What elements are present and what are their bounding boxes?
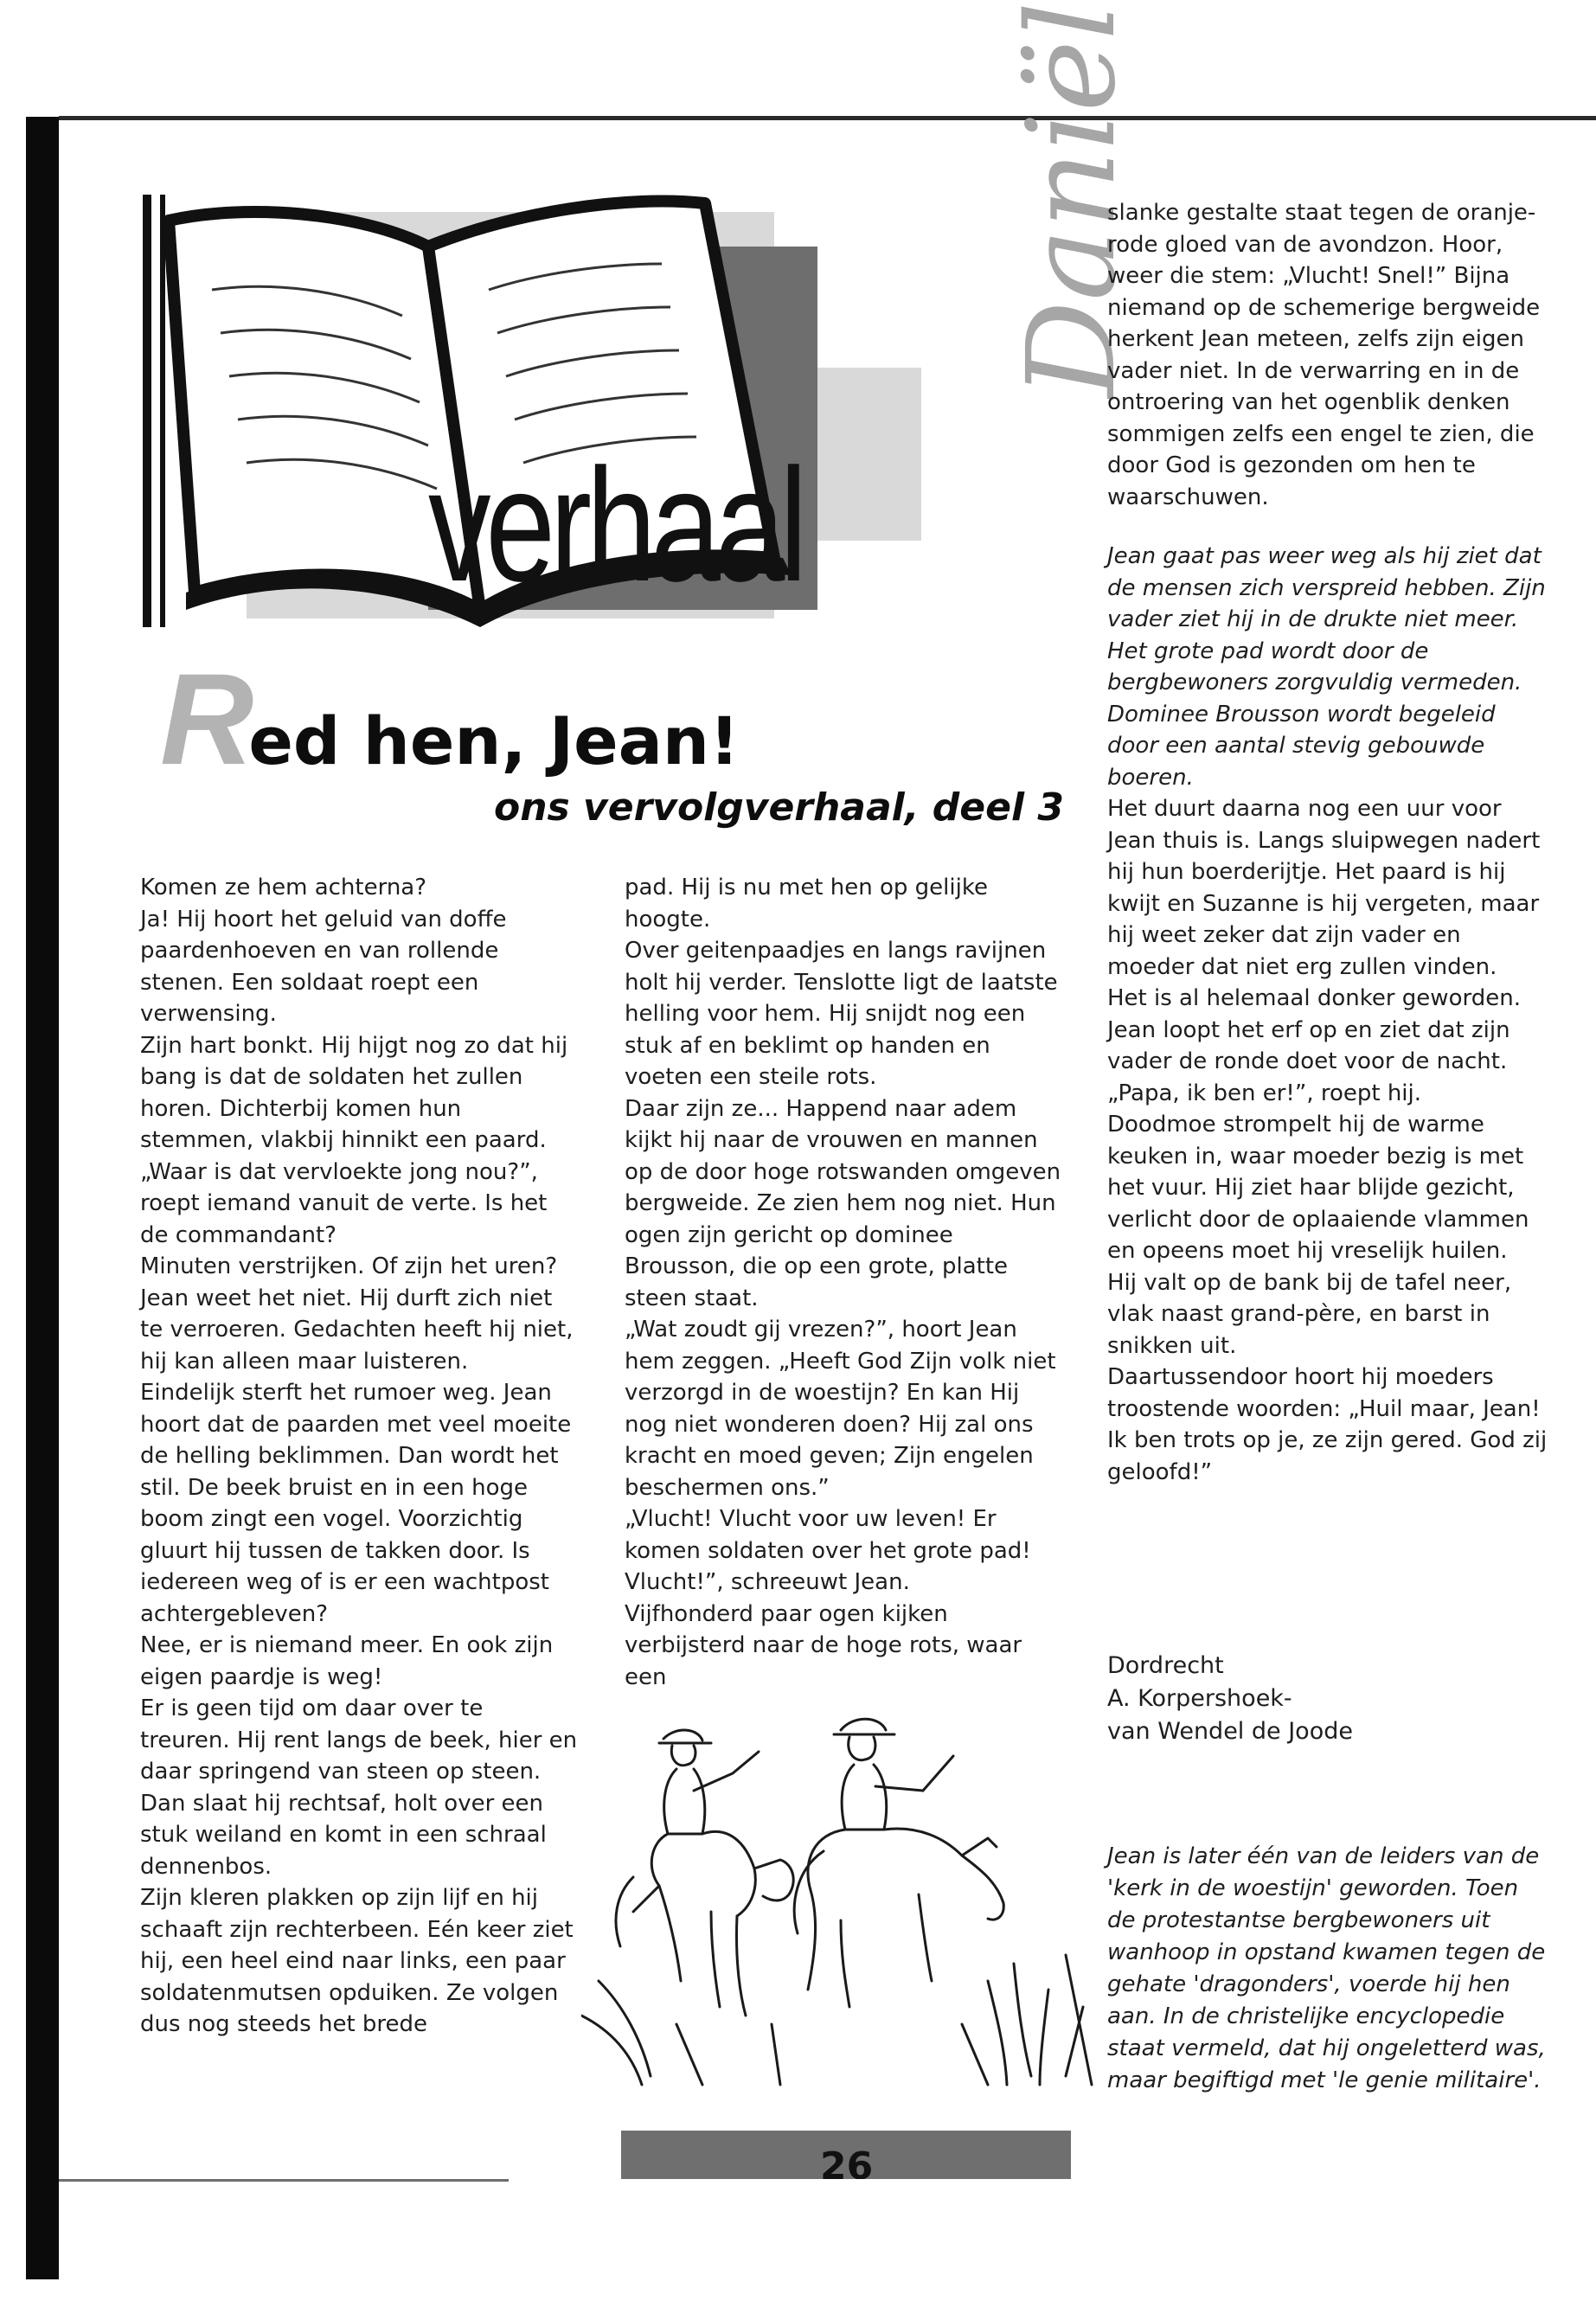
headline-text: ed hen, Jean! <box>248 702 740 779</box>
paragraph: Zijn hart bonkt. Hij hijgt nog zo dat hij bang is dat de soldaten het zullen horen. Dichterbij komen hun stemmen, vlakbij hinnikt een paard. „Waar is dat vervloekte jong nou?”, roept iemand vanuit de verte. Is het de commandant? <box>140 1032 568 1248</box>
paragraph: Daartussendoor hoort hij moeders troostende woorden: „Huil maar, Jean! Ik ben trots op je, ze zijn gered. God zij geloofd!” <box>1107 1364 1548 1485</box>
paragraph: Eindelijk sterft het rumoer weg. Jean hoort dat de paarden met veel moeite de helling beklimmen. Dan wordt het stil. De beek bruist en in een hoge boom zingt een vogel. Voorzichtig gluurt hij tussen de takken door. Is iedereen weg of is er een wachtpost achtergebleven? <box>140 1380 572 1627</box>
paragraph: Vijfhonderd paar ogen kijken verbijsterd naar de hoge rots, waar een <box>625 1600 1022 1690</box>
paragraph: Het duurt daarna nog een uur voor Jean thuis is. Langs sluipwegen nadert hij hun boerderijtje. Het paard is hij kwijt en Suzanne is hij vergeten, maar hij weet zeker dat zijn vader en moeder dat niet erg zullen vinden. <box>1107 796 1541 980</box>
text-column-2 <box>625 872 1064 1693</box>
paragraph: Zijn kleren plakken op zijn lijf en hij schaaft zijn rechterbeen. Eén keer ziet hij, een heel eind naar links, een paar soldatenmutsen opduiken. Ze volgen dus nog steeds het brede <box>140 1885 574 2037</box>
paragraph: Daar zijn ze... Happend naar adem kijkt hij naar de vrouwen en mannen op de door hoge rotswanden omgeven bergweide. Ze zien hem nog niet. Hun ogen zijn gericht op dominee Brousson, die op een grote, platte steen staat. <box>625 1095 1061 1311</box>
paragraph: Nee, er is niemand meer. En ook zijn eigen paardje is weg! <box>140 1632 554 1690</box>
scan-edge-bar <box>26 117 59 2279</box>
page-number-bar <box>621 2131 1071 2179</box>
paragraph: Doodmoe strompelt hij de warme keuken in, waar moeder bezig is met het vuur. Hij ziet haar blijde gezicht, verlicht door de oplaaiende vlammen en opeens moet hij vreselijk huilen. <box>1107 1112 1529 1264</box>
signature-author-line-2: van Wendel de Joode <box>1107 1718 1353 1745</box>
paragraph: Hij valt op de bank bij de tafel neer, vlak naast grand-père, en barst in snikken uit. <box>1107 1269 1512 1359</box>
historical-note: Jean is later één van de leiders van de 'kerk in de woestijn' geworden. Toen de protestantse bergbewoners uit wanhoop in opstand kwamen tegen de gehate 'dragonders', voerde hij hen aan. In de christelijke encyclopedie staat vermeld, dat hij ongeletterd was, maar begiftigd met 'le genie militaire'. <box>1107 1843 1546 2093</box>
section-title: verhaal <box>428 436 803 615</box>
text-column-3 <box>1107 197 1548 1488</box>
article-subtitle: ons vervolgverhaal, deel 3 <box>493 785 1064 830</box>
horse-riders-illustration <box>581 1695 1100 2102</box>
paragraph: „Wat zoudt gij vrezen?”, hoort Jean hem zeggen. „Heeft God Zijn volk niet verzorgd in de woestijn? En kan Hij nog niet wonderen doen? Hij zal ons kracht en moed geven; Zijn engelen beschermen ons.” <box>625 1317 1056 1501</box>
paragraph: Over geitenpaadjes en langs ravijnen holt hij verder. Tenslotte ligt de laatste helling voor hem. Hij snijdt nog een stuk af en beklimt op handen en voeten een steile rots. <box>625 938 1058 1090</box>
section-signature: Daniël <box>1002 1 1143 398</box>
article-headline <box>160 644 740 794</box>
paragraph: Ja! Hij hoort het geluid van doffe paardenhoeven en van rollende stenen. Een soldaat roept een verwensing. <box>140 906 507 1027</box>
scan-top-rule <box>59 116 1596 120</box>
paragraph: Er is geen tijd om daar over te treuren. Hij rent langs de beek, hier en daar springend van steen op steen. Dan slaat hij rechtsaf, holt over een stuk weiland en komt in een schraal dennenbos. <box>140 1695 578 1880</box>
paragraph: Jean gaat pas weer weg als hij ziet dat de mensen zich verspreid hebben. Zijn vader ziet hij in de drukte niet meer. Het grote pad wordt door de bergbewoners zorgvuldig vermeden. Dominee Brousson wordt begeleid door een aantal stevig gebouwde boeren. <box>1107 543 1546 791</box>
author-signature <box>1107 1650 1548 1748</box>
paragraph: Komen ze hem achterna? <box>140 875 427 901</box>
paragraph: pad. Hij is nu met hen op gelijke hoogte. <box>625 875 988 933</box>
section-masthead <box>143 1 1143 644</box>
text-column-1 <box>140 872 580 2041</box>
paragraph: Het is al helemaal donker geworden. Jean loopt het erf op en ziet dat zijn vader de ronde doet voor de nacht. „Papa, ik ben er!”, roept hij. <box>1107 985 1521 1106</box>
page-number: 26 <box>820 2144 874 2179</box>
signature-place: Dordrecht <box>1107 1652 1224 1679</box>
headline-initial: R <box>160 646 254 792</box>
scan-bottom-rule <box>59 2179 509 2182</box>
signature-author-line-1: A. Korpershoek- <box>1107 1685 1292 1712</box>
paragraph: „Vlucht! Vlucht voor uw leven! Er komen soldaten over het grote pad! Vlucht!”, schreeuwt Jean. <box>625 1506 1031 1595</box>
paragraph: Minuten verstrijken. Of zijn het uren? Jean weet het niet. Hij durft zich niet te verroeren. Gedachten heeft hij niet, hij kan alleen maar luisteren. <box>140 1253 574 1375</box>
paragraph: slanke gestalte staat tegen de oranje-rode gloed van de avondzon. Hoor, weer die stem: „Vlucht! Snel!” Bijna niemand op de schemerige bergweide herkent Jean meteen, zelfs zijn eigen vader niet. In de verwarring en in de ontroering van het ogenblik denken sommigen zelfs een engel te zien, die door God is gezonden om hen te waarschuwen. <box>1107 200 1541 510</box>
